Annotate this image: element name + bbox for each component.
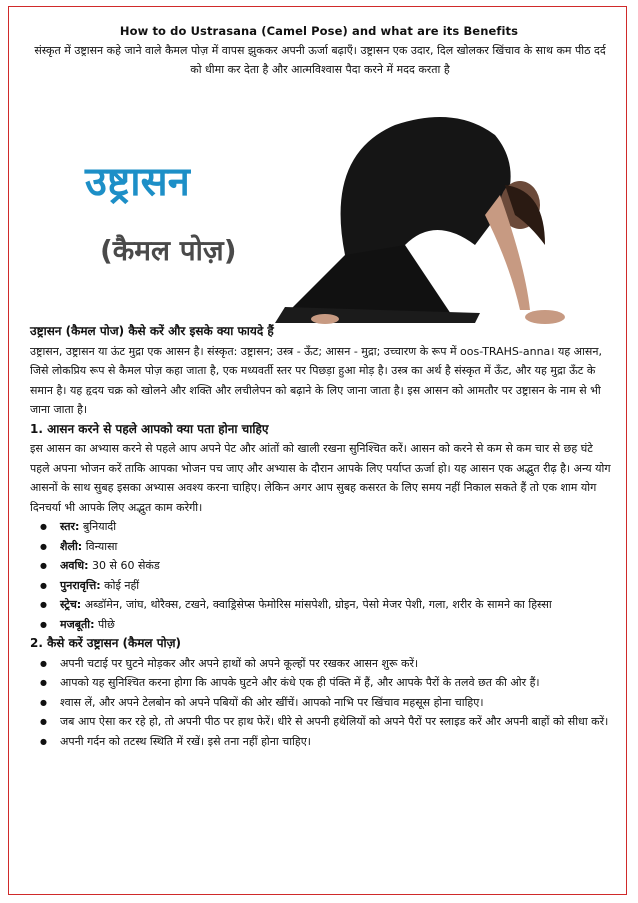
section-heading-how-to: 2. कैसे करें उष्ट्रासन (कैमल पोज़)	[30, 636, 182, 650]
hero-subheading: (कैमल पोज़)	[100, 234, 237, 267]
section-paragraph-before: इस आसन का अभ्यास करने से पहले आप अपने पेट और आंतों को खाली रखना सुनिश्चित करें। आसन को करने से कम से कम चार से छह घंटे पहले अपना भोजन करें ताकि आपका भोजन पच जाए और अभ्यास के दौरान आपके लिए पर्याप्त ऊर्जा हो। यह आसन एक अद्भुत रीढ़ है। अन्य योग आसनों के साथ सुबह इसका अभ्यास अवश्य करना चाहिए। लेकिन अगर आप सुबह कसरत के लिए समय नहीं निकाल सकते हैं तो एक शाम योग दिनचर्या भी आपके लिए अद्भुत काम करेगी।	[30, 442, 611, 514]
facts-list	[30, 517, 612, 634]
list-item: ● शैली: विन्यासा	[56, 537, 612, 557]
section-heading-how-and-benefits: उष्ट्रासन (कैमल पोज) कैसे करें और इसके क्या फायदे हैं	[30, 324, 274, 338]
list-item: ● मजबूती: पीछे	[56, 615, 612, 635]
steps-list	[30, 654, 612, 752]
list-item: ● स्तर: बुनियादी	[56, 517, 612, 537]
section-heading-before-asana: 1. आसन करने से पहले आपको क्या पता होना चाहिए	[30, 421, 269, 436]
hero-heading: उष्ट्रासन	[85, 159, 190, 205]
list-item: ● अपनी चटाई पर घुटने मोड़कर और अपने हाथों को अपने कूल्हों पर रखकर आसन शुरू करें।	[56, 654, 612, 674]
page-title: How to do Ustrasana (Camel Pose) and what are its Benefits	[119, 24, 519, 38]
list-item: ● स्ट्रेच: अब्डॉमेन, जांघ, थोरैक्स, टखने, क्वाड्रिसेप्स फेमोरिस मांसपेशी, ग्रोइन, पेसो मेजर पेशी, गला, शरीर के सामने का हिस्सा	[56, 595, 612, 615]
list-item: ● जब आप ऐसा कर रहे हो, तो अपनी पीठ पर हाथ फेरें। धीरे से अपनी हथेलियों को अपने पैरों पर स्लाइड करें और अपनी बाहों को सीधा करें।	[56, 712, 612, 732]
list-item: ● अवधि: 30 से 60 सेकंड	[56, 556, 612, 576]
list-item: ● अपनी गर्दन को तटस्थ स्थिति में रखें। इसे तना नहीं होना चाहिए।	[56, 732, 612, 752]
section-paragraph-intro: उष्ट्रासन, उष्ट्रासन या ऊंट मुद्रा एक आसन है। संस्कृत: उष्ट्रासन; उस्त्र - ऊँट; आसन - मुद्रा; उच्चारण के रूप में oos-TRAHS-anna। यह आसन, जिसे लोकप्रिय रूप से कैमल पोज़ कहा जाता है, एक मध्यवर्ती स्तर पर पिछड़ा हुआ मोड़ है। उस्त्र का अर्थ है संस्कृत में ऊँट, और यह मुद्रा ऊँट के समान है। यह हृदय चक्र को खोलने और शक्ति और लचीलेपन को बढ़ाने के लिए जाना जाता है। इस आसन को आमतौर पर उष्ट्रासन के नाम से भी जाना जाता है।	[30, 344, 602, 416]
list-item: ● श्वास लें, और अपने टेलबोन को अपने पबियों की ओर खींचें। आपको नाभि पर खिंचाव महसूस होना चाहिए।	[56, 693, 612, 713]
intro-paragraph: संस्कृत में उष्ट्रासन कहे जाने वाले कैमल पोज़ में वापस झुककर अपनी ऊर्जा बढ़ाएँ। उष्ट्रासन एक उदार, दिल खोलकर खिंचाव के साथ कम पीठ दर्द को धीमा कर देता है और आत्मविश्वास पैदा करने में मदद करता है	[34, 44, 606, 76]
list-item: ● आपको यह सुनिश्चित करना होगा कि आपके घुटने और कंधे एक ही पंक्ति में हैं, और आपके पैरों के तलवे छत की ओर हैं।	[56, 673, 612, 693]
camel-pose-illustration	[75, 95, 565, 330]
list-item: ● पुनरावृत्ति: कोई नहीं	[56, 576, 612, 596]
article-body	[30, 322, 612, 751]
